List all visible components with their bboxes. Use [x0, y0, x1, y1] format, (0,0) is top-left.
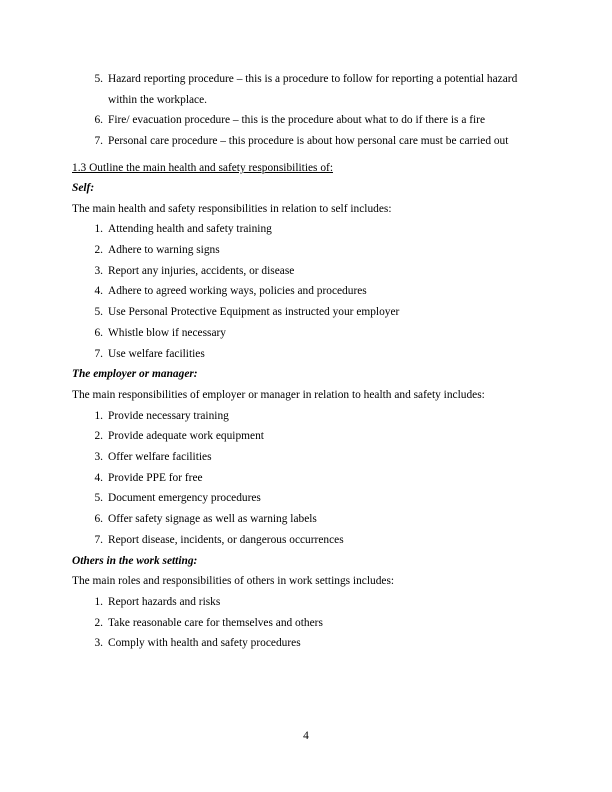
others-heading: Others in the work setting: — [72, 555, 198, 567]
list-item-number: 4. — [94, 472, 103, 484]
list-item-number: 5. — [94, 492, 103, 504]
list-item-text: Report hazards and risks — [108, 596, 221, 608]
self-heading: Self: — [72, 182, 95, 194]
list-item-number: 4. — [94, 285, 103, 297]
list-item-text: Offer safety signage as well as warning labels — [108, 513, 317, 525]
list-item-number: 7. — [94, 348, 103, 360]
list-item-text: Use Personal Protective Equipment as instructed your employer — [108, 306, 400, 318]
list-item-text: Personal care procedure – this procedure is about how personal care must be carried out — [108, 135, 509, 147]
list-item-text: Provide necessary training — [108, 410, 229, 422]
list-item-number: 6. — [94, 513, 103, 525]
list-item-text: Comply with health and safety procedures — [108, 637, 301, 649]
section-heading: 1.3 Outline the main health and safety responsibilities of: — [72, 162, 333, 174]
list-item-text: Use welfare facilities — [108, 348, 205, 360]
list-item-number: 7. — [94, 534, 103, 546]
page-number: 4 — [303, 730, 309, 742]
list-item-number: 6. — [94, 114, 103, 126]
list-item-text: Whistle blow if necessary — [108, 327, 226, 339]
list-item-text: within the workplace. — [108, 94, 208, 106]
list-item-number: 3. — [94, 637, 103, 649]
list-item-number: 1. — [94, 410, 103, 422]
list-item-text: Offer welfare facilities — [108, 451, 212, 463]
list-item-number: 3. — [94, 265, 103, 277]
list-item-number: 3. — [94, 451, 103, 463]
list-item-text: Adhere to warning signs — [108, 244, 220, 256]
list-item-text: Provide adequate work equipment — [108, 430, 264, 442]
others-intro: The main roles and responsibilities of others in work settings includes: — [72, 575, 395, 587]
employer-heading: The employer or manager: — [72, 368, 198, 380]
list-item-text: Document emergency procedures — [108, 492, 261, 504]
employer-intro: The main responsibilities of employer or manager in relation to health and safety includes: — [72, 389, 485, 401]
list-item-number: 6. — [94, 327, 103, 339]
list-item-text: Attending health and safety training — [108, 223, 272, 235]
list-item-text: Report disease, incidents, or dangerous occurrences — [108, 534, 344, 546]
list-item-text: Hazard reporting procedure – this is a procedure to follow for reporting a potential hazard — [108, 73, 518, 85]
self-intro: The main health and safety responsibilities in relation to self includes: — [72, 203, 392, 215]
list-item-number: 5. — [94, 73, 103, 85]
list-item-text: Fire/ evacuation procedure – this is the procedure about what to do if there is a fire — [108, 114, 486, 126]
list-item-number: 2. — [94, 430, 103, 442]
list-item-number: 1. — [94, 223, 103, 235]
list-item-number: 2. — [94, 617, 103, 629]
list-item-number: 1. — [94, 596, 103, 608]
list-item-text: Take reasonable care for themselves and others — [108, 617, 323, 629]
list-item-number: 2. — [94, 244, 103, 256]
list-item-number: 5. — [94, 306, 103, 318]
list-item-number: 7. — [94, 135, 103, 147]
list-item-text: Provide PPE for free — [108, 472, 203, 484]
list-item-text: Adhere to agreed working ways, policies and procedures — [108, 285, 367, 297]
list-item-text: Report any injuries, accidents, or disease — [108, 265, 295, 277]
